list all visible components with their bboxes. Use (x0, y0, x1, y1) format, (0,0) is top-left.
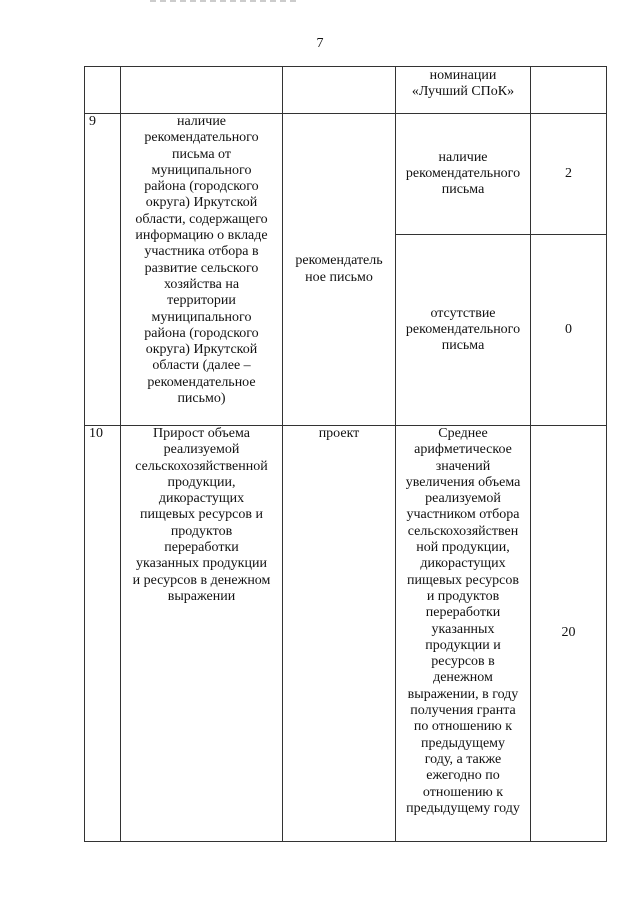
text-line: округа) Иркутской (145, 342, 258, 358)
text-line: муниципального (151, 309, 252, 325)
text-line: области (далее – (152, 358, 251, 374)
score-value: 20 (531, 426, 607, 842)
criterion-text (121, 114, 283, 426)
source-text (283, 426, 396, 842)
text-line: рекомендательного (144, 130, 259, 146)
text-line: денежном (433, 670, 493, 686)
text-line: арифметическое (414, 442, 512, 458)
text-line: рекомендательного (405, 321, 521, 337)
source-text (283, 114, 396, 426)
table-row-10 (85, 426, 607, 842)
text-line: отношению к (422, 784, 504, 800)
cell-score (531, 67, 607, 114)
cell-criterion (121, 67, 283, 114)
text-line: переработки (164, 540, 239, 556)
text-line: году, а также (424, 751, 502, 767)
text-line: указанных (431, 621, 495, 637)
scan-artifact (150, 0, 300, 2)
text-line: информацию о вкладе (135, 228, 268, 244)
text-line: и продуктов (426, 588, 500, 604)
score-value: 2 (531, 114, 607, 235)
text-line: Прирост объема (153, 426, 250, 441)
text-line: района (городского (144, 325, 259, 341)
text-line: продуктов (170, 523, 233, 539)
text-line: предыдущему (420, 735, 506, 751)
text-line: реализуемой (425, 491, 501, 507)
row-number: 9 (85, 114, 121, 426)
text-line: пищевых ресурсов и (140, 507, 263, 523)
condition-line: «Лучший СПоК» (411, 84, 515, 100)
criteria-table (84, 66, 607, 842)
text-line: Среднее (438, 426, 488, 441)
text-line: хозяйства на (163, 276, 240, 292)
text-line: выражении, в году (407, 686, 519, 702)
text-line: ной продукции, (416, 540, 510, 556)
text-line: по отношению к (413, 719, 513, 735)
text-line: продукции и (425, 637, 501, 653)
text-line: муниципального (151, 162, 252, 178)
text-line: и ресурсов в денежном (132, 572, 271, 588)
text-line: указанных продукции (136, 556, 267, 572)
cell-source (283, 67, 396, 114)
text-line: увеличения объема (405, 474, 521, 490)
text-line: развитие сельского (144, 260, 259, 276)
row-number: 10 (85, 426, 121, 842)
table-row-continuation (85, 67, 607, 114)
text-line: отсутствие (430, 305, 496, 321)
text-line: письма (441, 338, 485, 354)
text-line: ежегодно по (426, 768, 500, 784)
condition-line: номинации (429, 68, 497, 83)
text-line: письма от (172, 146, 231, 162)
condition-text (396, 426, 531, 842)
text-line: дикорастущих (420, 556, 506, 572)
text-line: территории (167, 293, 236, 309)
text-line: переработки (425, 605, 501, 621)
text-line: значений (435, 458, 491, 474)
text-line: реализуемой (163, 442, 240, 458)
text-line: участником отбора (406, 507, 520, 523)
text-line: наличие (438, 149, 488, 165)
text-line: ное письмо (305, 269, 373, 285)
text-line: письмо) (177, 391, 226, 407)
cell-number (85, 67, 121, 114)
text-line: наличие (176, 114, 227, 129)
table-row-9 (85, 114, 607, 235)
text-line: сельскохозяйствен (407, 523, 519, 539)
text-line: проект (318, 426, 360, 441)
text-line: сельскохозяйственной (135, 458, 268, 474)
text-line: рекомендатель (295, 253, 383, 269)
criterion-text (121, 426, 283, 842)
text-line: продукции, (167, 474, 236, 490)
page-number: 7 (316, 36, 324, 51)
text-line: получения гранта (410, 703, 516, 719)
text-line: предыдущему году (406, 800, 520, 816)
text-line: письма (441, 182, 485, 198)
text-line: участника отбора в (144, 244, 259, 260)
text-line: рекомендательного (405, 165, 521, 181)
text-line: выражении (167, 588, 236, 604)
condition-text (396, 235, 531, 426)
text-line: ресурсов в (431, 654, 495, 670)
text-line: района (городского (144, 179, 259, 195)
text-line: рекомендательное (147, 374, 256, 390)
score-value: 0 (531, 235, 607, 426)
text-line: области, содержащего (135, 211, 268, 227)
condition-text (396, 114, 531, 235)
text-line: пищевых ресурсов (407, 572, 519, 588)
text-line: округа) Иркутской (145, 195, 258, 211)
cell-condition (396, 67, 531, 114)
text-line: дикорастущих (158, 491, 245, 507)
